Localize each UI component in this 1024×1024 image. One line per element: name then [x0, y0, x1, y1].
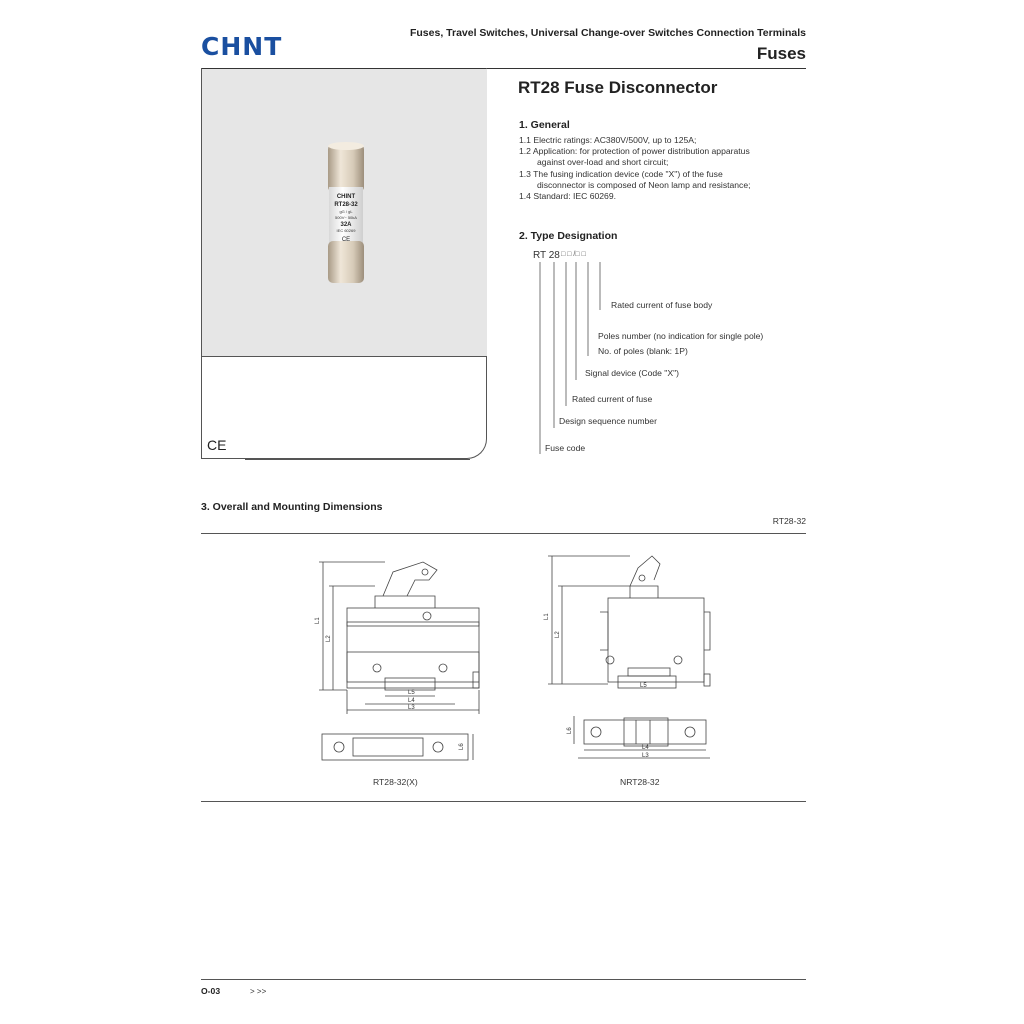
product-photo	[202, 69, 487, 357]
type-code: RT 28	[533, 250, 560, 261]
footer-rule	[201, 979, 806, 980]
drawing-nrt28-32	[540, 550, 720, 770]
general-item: 1.2 Application: for protection of power distribution apparatus	[519, 146, 750, 157]
dim-label: L4	[408, 698, 415, 704]
page-title: RT28 Fuse Disconnector	[518, 78, 718, 97]
type-code-tail: □ □ /□ □	[561, 251, 586, 258]
general-heading: 1. General	[519, 119, 570, 131]
dim-label: L3	[642, 753, 649, 759]
general-list	[519, 135, 809, 202]
fuse-ratings1: gG / gL	[339, 209, 353, 214]
dim-label: L5	[408, 690, 415, 696]
ce-rule	[245, 459, 470, 460]
dim-label: L5	[640, 683, 647, 689]
fuse-standard: IEC 60269	[336, 228, 356, 233]
td-label-poles-number: Poles number (no indication for single pole)	[598, 331, 764, 341]
fuse-brand: CHINT	[336, 194, 356, 200]
td-label-no-poles: No. of poles (blank: 1P)	[598, 346, 688, 356]
brand-logo: CHNT	[201, 32, 283, 61]
general-item: against over-load and short circuit;	[537, 157, 669, 168]
general-item: 1.1 Electric ratings: AC380V/500V, up to 125A;	[519, 135, 697, 145]
td-label-design-seq: Design sequence number	[559, 416, 657, 426]
header-section: Fuses	[756, 44, 806, 63]
type-designation-lines	[530, 258, 630, 458]
dim-label: L6	[567, 727, 573, 734]
drawing-rt28-32x	[305, 550, 495, 770]
dimensions-model-tag: RT28-32	[772, 516, 806, 526]
dim-label: L6	[459, 743, 465, 750]
footer-nav[interactable]: > >>	[250, 987, 267, 996]
dim-label: L2	[555, 631, 561, 638]
page-code: O-03	[201, 986, 221, 996]
drawing-caption-2: NRT28-32	[620, 777, 660, 787]
dim-label: L1	[544, 613, 550, 620]
fuse-model: RT28-32	[334, 202, 358, 208]
type-heading: 2. Type Designation	[519, 230, 618, 242]
drawing-caption-1: RT28-32(X)	[373, 777, 418, 787]
td-label-fuse-code: Fuse code	[545, 443, 586, 453]
td-label-rated-body: Rated current of fuse body	[611, 300, 713, 310]
dimensions-rule-bottom	[201, 801, 806, 802]
fuse-ce: CE	[341, 237, 351, 243]
general-item: disconnector is composed of Neon lamp and resistance;	[537, 179, 751, 190]
td-label-rated-fuse: Rated current of fuse	[572, 394, 653, 404]
dim-label: L1	[315, 617, 321, 624]
fuse-image	[202, 69, 487, 356]
dim-label: L3	[408, 705, 415, 711]
ce-mark: CE	[207, 437, 227, 453]
fuse-ratings2: 500V~ 50kA	[335, 215, 357, 220]
dimensions-heading: 3. Overall and Mounting Dimensions	[201, 501, 383, 513]
dim-label: L2	[326, 635, 332, 642]
dimensions-rule-top	[201, 533, 806, 534]
general-item: 1.4 Standard: IEC 60269.	[519, 191, 616, 202]
general-item: 1.3 The fusing indication device (code "X") of the fuse	[519, 168, 723, 179]
dim-label: L4	[642, 745, 649, 751]
header-category: Fuses, Travel Switches, Universal Change-over Switches Connection Terminals	[409, 27, 806, 39]
fuse-current: 32A	[340, 222, 352, 228]
td-label-signal: Signal device (Code "X")	[585, 368, 679, 378]
